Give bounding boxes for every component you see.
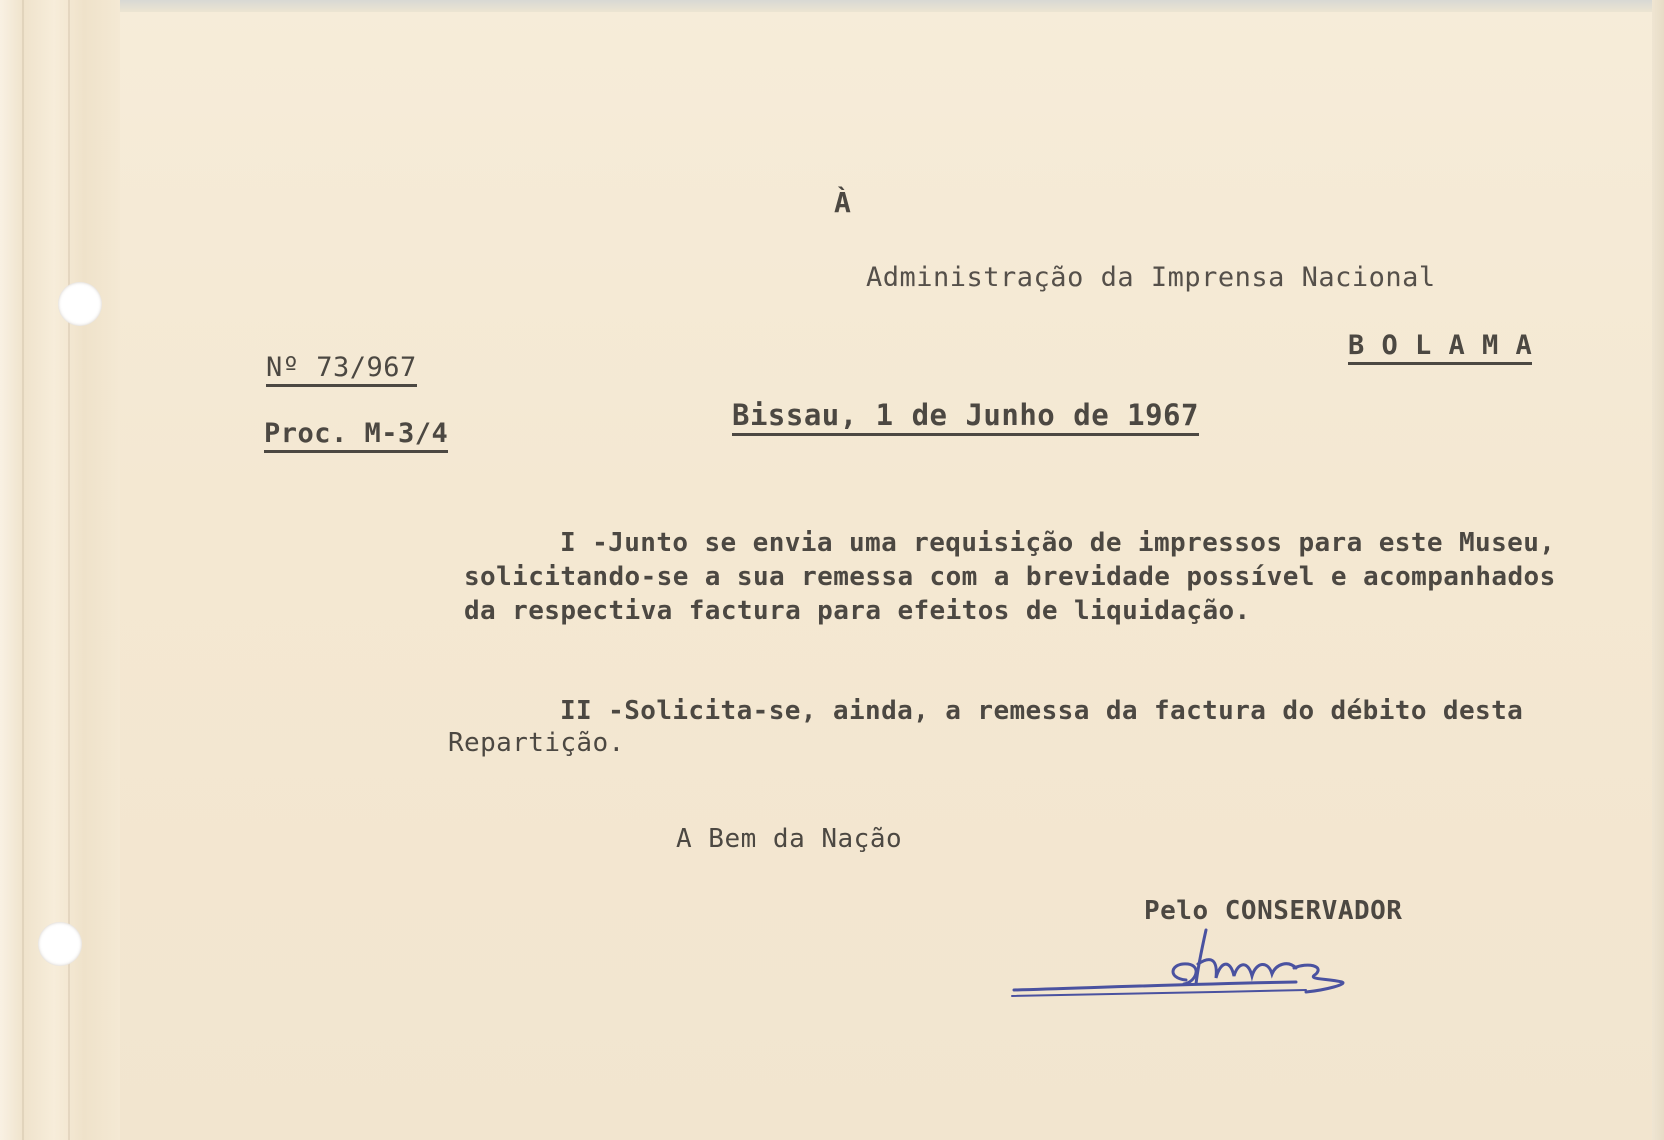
process-number: Proc. M-3/4 [264, 418, 448, 453]
punch-hole-bottom [38, 922, 82, 966]
paragraph-1-line: I -Junto se envia uma requisição de impressos para este Museu, [560, 528, 1556, 558]
paper-crease [68, 0, 70, 1140]
salutation: À [834, 186, 852, 219]
reference-number: Nº 73/967 [266, 352, 417, 387]
paragraph-1-line: solicitando-se a sua remessa com a brevidade possível e acompanhados [464, 562, 1556, 592]
paper-crease [22, 0, 24, 1140]
paragraph-2-line: II -Solicita-se, ainda, a remessa da factura do débito desta [560, 696, 1524, 726]
recipient-name: Administração da Imprensa Nacional [866, 262, 1436, 293]
scan-top-edge [0, 0, 1664, 12]
closing-formula: A Bem da Nação [676, 824, 903, 854]
paragraph-1-line: da respectiva factura para efeitos de liquidação. [464, 596, 1251, 626]
paragraph-2-line: Repartição. [448, 728, 625, 758]
scan-right-edge [1652, 0, 1664, 1140]
handwritten-signature [1006, 918, 1406, 1008]
punch-hole-top [58, 282, 102, 326]
recipient-city: B O L A M A [1348, 330, 1532, 365]
place-and-date: Bissau, 1 de Junho de 1967 [732, 398, 1199, 436]
signatory-title: Pelo CONSERVADOR [1144, 896, 1403, 926]
left-margin [0, 0, 120, 1140]
